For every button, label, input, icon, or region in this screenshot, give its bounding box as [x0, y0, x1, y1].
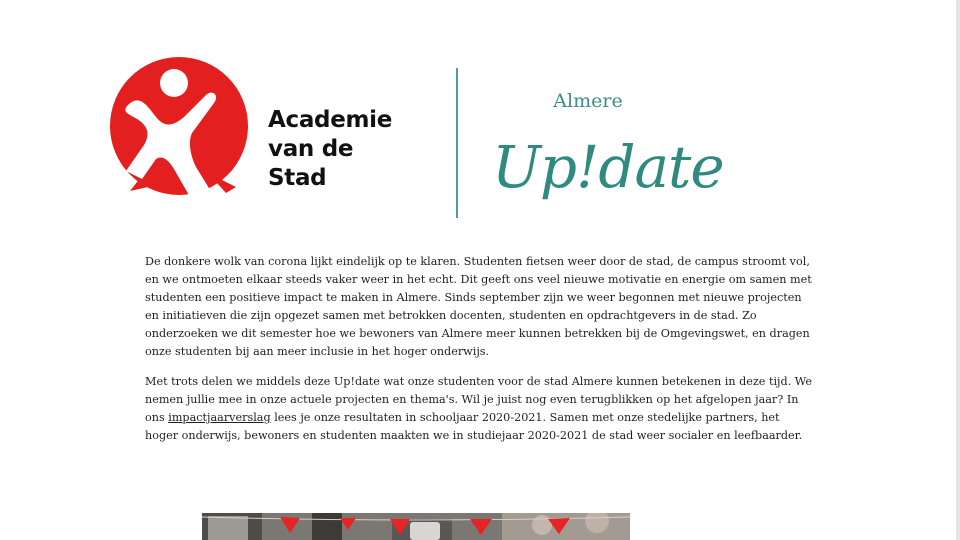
logo-line-1: Academie: [268, 107, 393, 133]
logo-line-2: van de: [268, 136, 354, 162]
intro-paragraph-1: De donkere wolk van corona lijkt eindelijk op te klaren. Studenten fietsen weer door de stad, de campus stroomt vol, en we ontmoeten elkaar steeds vaker weer in het echt. Dit geeft ons veel nieuwe motivatie en energie om samen met studenten een positieve impact te maken in Almere. Sinds september zijn we weer begonnen met nieuwe projecten en initiatieven die zijn opgezet samen met betrokken docenten, studenten en opdrachtgevers in de stad. Zo onderzoeken we dit semester hoe we bewoners van Almere meer kunnen betrekken bij de Omgevingswet, en dragen onze studenten bij aan meer inclusie in het hoger onderwijs.: [145, 255, 812, 358]
street-bunting-photo: [202, 513, 630, 540]
city-name: Almere: [553, 90, 623, 112]
page-scroll-edge[interactable]: [956, 0, 960, 540]
logo-line-3: Stad: [268, 165, 327, 191]
academie-van-de-stad-logo-icon: [108, 55, 250, 197]
impactjaarverslag-link[interactable]: impactjaarverslag: [168, 411, 271, 424]
intro-paragraph-2: [145, 373, 813, 445]
paragraph-2-text-a: Met trots delen we middels deze Up!date wat onze studenten voor de stad Almere kunnen betekenen in deze tijd. We nemen jullie mee in onze actuele projecten en thema's. Wil je juist nog even terugblikken op het afgelopen jaar? In ons: [145, 375, 813, 424]
newsletter-header: [0, 0, 960, 230]
update-brand-title: Up!date: [492, 133, 724, 201]
paragraph-2-text-b: lees je onze resultaten in schooljaar 2020-2021. Samen met onze stedelijke partners, het hoger onderwijs, bewoners en studenten maakten we in studiejaar 2020-2021 de stad weer socialer en leefbaarder.: [145, 411, 803, 442]
newsletter-body: [145, 253, 813, 457]
logo-wordmark: [268, 106, 392, 193]
street-photo: [202, 513, 630, 540]
header-divider: [456, 68, 458, 218]
